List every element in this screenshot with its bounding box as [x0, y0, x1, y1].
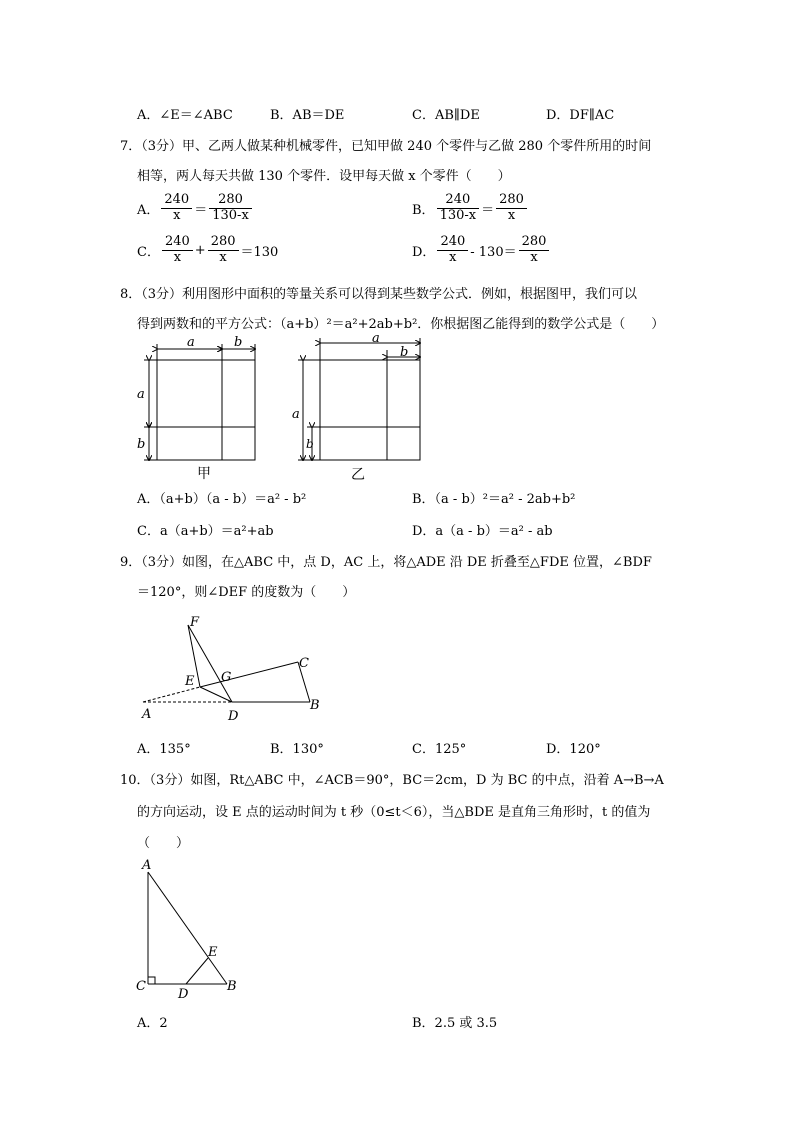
- svg-text:B: B: [310, 698, 320, 713]
- svg-text:a: a: [137, 387, 145, 402]
- svg-text:C: C: [299, 656, 309, 671]
- fraction: $\frac{240}{x}$: [437, 235, 468, 266]
- q7-option-d: D． $\frac{240}{x}$ - 130＝ $\frac{280}{x}$: [412, 235, 551, 266]
- figure-jia: [137, 335, 255, 482]
- q7-stem-line1: 7．（3分）甲、乙两人做某种机械零件，已知甲做 240 个零件与乙做 280 个零件所用的时间: [120, 139, 652, 154]
- svg-text:b: b: [137, 437, 146, 452]
- q6-option-a: A．∠E＝∠ABC: [137, 108, 233, 123]
- svg-text:D: D: [228, 709, 239, 724]
- q9-option-b: B．130°: [270, 742, 324, 757]
- q9-stem-line1: 9．（3分）如图，在△ABC 中，点 D，AC 上，将△ADE 沿 DE 折叠至△FDE 位置，∠BDF: [120, 555, 652, 570]
- svg-text:a: a: [292, 407, 300, 422]
- q10-stem-line3: （ ）: [137, 836, 190, 851]
- segment-fd: [188, 625, 232, 702]
- svg-text:G: G: [221, 670, 232, 685]
- q9-figure: [130, 610, 340, 725]
- figure-yi: [292, 335, 420, 483]
- fraction: $\frac{280}{x}$: [496, 193, 527, 224]
- svg-text:b: b: [306, 437, 314, 451]
- q8-option-d: D．a（a - b）＝a² - ab: [412, 524, 553, 539]
- q7-option-a: A． $\frac{240}{x}$ ＝ $\frac{280}{130-x}$: [137, 193, 254, 224]
- q6-option-c: C．AB∥DE: [412, 108, 480, 123]
- q9-option-d: D．120°: [546, 742, 601, 757]
- q8-option-a: A．（a+b）（a - b）＝a² - b²: [137, 492, 307, 507]
- svg-text:b: b: [400, 345, 409, 360]
- q7-stem-line2: 相等，两人每天共做 130 个零件．设甲每天做 x 个零件（ ）: [137, 169, 511, 184]
- q6-option-b: B．AB＝DE: [270, 108, 345, 123]
- q8-option-b: B．（a - b）²＝a² - 2ab+b²: [412, 492, 576, 507]
- svg-text:D: D: [178, 987, 189, 1000]
- segment-ab: [148, 872, 227, 984]
- q7-option-b: B． $\frac{240}{130-x}$ ＝ $\frac{280}{x}$: [412, 193, 529, 224]
- q10-option-a: A．2: [137, 1016, 168, 1031]
- q9-stem-line2: ＝120°，则∠DEF 的度数为（ ）: [137, 585, 356, 600]
- svg-text:a: a: [372, 335, 380, 346]
- svg-text:B: B: [227, 979, 237, 994]
- q10-stem-line1: 10．（3分）如图，Rt△ABC 中，∠ACB＝90°，BC＝2cm，D 为 BC 的中点，沿着 A→B→A: [120, 773, 664, 788]
- q9-option-c: C．125°: [412, 742, 467, 757]
- svg-text:b: b: [234, 335, 243, 350]
- q8-option-c: C．a（a+b）＝a²+ab: [137, 524, 274, 539]
- fraction: $\frac{240}{130-x}$: [437, 193, 480, 224]
- q6-option-d: D．DF∥AC: [546, 108, 615, 123]
- fraction: $\frac{280}{x}$: [519, 235, 550, 266]
- right-angle-mark: [148, 977, 155, 984]
- q8-stem-line1: 8．（3分）利用图形中面积的等量关系可以得到某些数学公式．例如，根据图甲，我们可以: [120, 287, 638, 302]
- fraction: $\frac{280}{x}$: [208, 235, 239, 266]
- q10-option-b: B．2.5 或 3.5: [412, 1016, 498, 1031]
- svg-text:a: a: [187, 335, 195, 350]
- svg-text:A: A: [142, 707, 152, 722]
- svg-text:E: E: [185, 674, 195, 689]
- svg-text:E: E: [208, 945, 218, 960]
- segment-ae: [143, 687, 200, 702]
- svg-text:F: F: [190, 615, 200, 630]
- fraction: $\frac{240}{x}$: [162, 235, 193, 266]
- q10-figure: [130, 855, 255, 1000]
- segment-ec: [200, 662, 298, 687]
- q8-figures: [130, 335, 440, 485]
- svg-text:乙: 乙: [351, 467, 365, 483]
- segment-de: [186, 958, 208, 984]
- fraction: $\frac{280}{130-x}$: [209, 193, 252, 224]
- fraction: $\frac{240}{x}$: [161, 193, 192, 224]
- q7-option-c: C． $\frac{240}{x}$ + $\frac{280}{x}$ ＝130: [137, 234, 279, 265]
- svg-text:甲: 甲: [197, 466, 211, 482]
- q9-option-a: A．135°: [137, 742, 191, 757]
- svg-text:C: C: [136, 979, 146, 994]
- q8-stem-line2: 得到两数和的平方公式：（a+b）²＝a²+2ab+b²．你根据图乙能得到的数学公式是（ ）: [137, 317, 665, 332]
- svg-text:A: A: [142, 858, 152, 873]
- q10-stem-line2: 的方向运动，设 E 点的运动时间为 t 秒（0≤t＜6），当△BDE 是直角三角形时，t 的值为: [137, 805, 651, 820]
